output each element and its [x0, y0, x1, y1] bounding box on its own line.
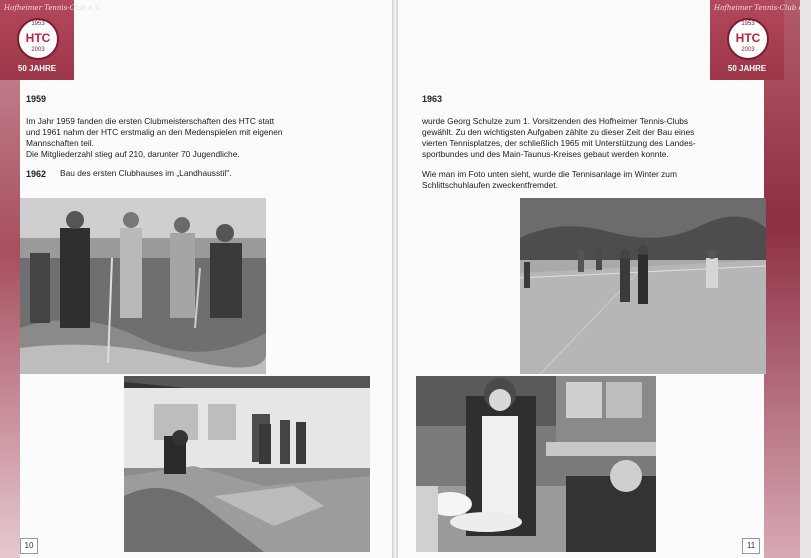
logo-year-bottom: 2003	[31, 47, 45, 53]
photo-clubhouse-construction	[124, 376, 370, 552]
photo-ice-skating-court	[520, 198, 766, 374]
paragraph-1963	[422, 116, 696, 160]
page-number-right: 11	[742, 538, 760, 554]
logo-year-top: 1953	[31, 21, 45, 27]
paragraph-winter	[422, 169, 677, 191]
paragraph-line: und 1961 nahm der HTC erstmalig an den Medenspielen mit eigenen	[26, 127, 283, 137]
logo-script-text: Hofheimer Tennis-Club e.V.	[714, 4, 811, 12]
right-text-area	[398, 80, 764, 198]
paragraph-line: sportbundes und des Main-Taunus-Kreises gebaut werden konnte.	[422, 149, 669, 159]
paragraph-line: Die Mitgliederzahl stieg auf 210, darunter 70 Jugendliche.	[26, 149, 240, 159]
paragraph-line: wurde Georg Schulze zum 1. Vorsitzenden des Hofheimer Tennis-Clubs	[422, 116, 689, 126]
right-page-band	[764, 0, 800, 558]
logo-script-text: Hofheimer Tennis-Club e.V.	[4, 4, 101, 12]
logo-htc-text: HTC	[25, 31, 51, 45]
logo-jahre-text: 50 JAHRE	[727, 64, 767, 73]
text-1962: Bau des ersten Clubhauses im „Landhausstil".	[60, 168, 232, 178]
paragraph-line: Im Jahr 1959 fanden die ersten Clubmeisterschaften des HTC statt	[26, 116, 275, 126]
photo-woman-serving-cake	[416, 376, 656, 552]
photo-construction-workers	[20, 198, 266, 374]
left-text-area	[20, 80, 372, 198]
htc-logo	[0, 0, 101, 80]
year-heading-1959: 1959	[26, 94, 47, 104]
year-heading-1963: 1963	[422, 94, 443, 104]
paragraph-1959	[26, 116, 283, 160]
left-page-band	[0, 0, 20, 558]
left-page	[0, 0, 392, 558]
htc-logo	[710, 0, 811, 80]
logo-year-top: 1953	[741, 21, 755, 27]
logo-htc-text: HTC	[735, 31, 761, 45]
logo-emblem	[17, 18, 59, 60]
year-heading-1962: 1962	[26, 169, 47, 179]
paragraph-line: gewählt. Zu den wichtigsten Aufgaben zählte zu dieser Zeit der Bau eines	[422, 127, 695, 137]
paragraph-line: Wie man im Foto unten sieht, wurde die Tennisanlage im Winter zum	[422, 169, 677, 179]
logo-emblem	[727, 18, 769, 60]
paragraph-line: Schlittschuhlaufen zweckentfremdet.	[422, 180, 558, 190]
paragraph-line: vierten Tennisplatzes, der schließlich 1965 mit Unterstützung des Landes-	[422, 138, 696, 148]
logo-year-bottom: 2003	[741, 47, 755, 53]
logo-jahre-text: 50 JAHRE	[17, 64, 57, 73]
paragraph-line: Mannschaften teil.	[26, 138, 94, 148]
right-page	[398, 0, 811, 558]
page-number-left: 10	[20, 538, 38, 554]
